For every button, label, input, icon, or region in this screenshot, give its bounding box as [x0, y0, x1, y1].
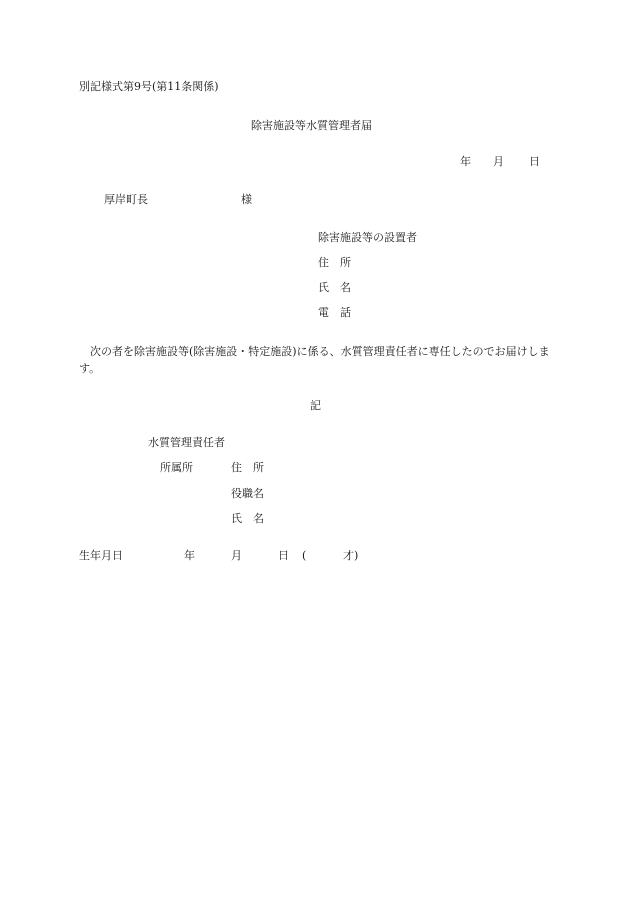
- birth-month: 月: [231, 549, 242, 562]
- manager-name-label: 氏 名: [231, 512, 264, 525]
- date-year: 年: [460, 155, 471, 168]
- installer-name-label: 氏 名: [318, 281, 351, 294]
- installer-phone-label: 電 話: [318, 306, 351, 319]
- birth-age-open: (: [302, 549, 307, 562]
- birth-year: 年: [184, 549, 195, 562]
- manager-position-label: 役職名: [231, 487, 264, 500]
- installer-address-label: 住 所: [318, 256, 351, 269]
- installer-heading: 除害施設等の設置者: [318, 231, 417, 244]
- birth-label: 生年月日: [79, 549, 123, 562]
- document-title: 除害施設等水質管理者届: [251, 119, 372, 132]
- birth-day: 日: [278, 549, 289, 562]
- addressee-name: 厚岸町長: [104, 193, 148, 206]
- date-month: 月: [493, 155, 504, 168]
- ki-heading: 記: [310, 399, 321, 412]
- body-paragraph: 次の者を除害施設等(除害施設・特定施設)に係る、水質管理責任者に専任したのでお届けします。: [79, 345, 550, 375]
- addressee-honorific: 様: [241, 193, 252, 206]
- date-day: 日: [529, 155, 540, 168]
- form-number: 別記様式第9号(第11条関係): [79, 80, 219, 93]
- manager-affiliation-label: 所属所: [160, 461, 193, 474]
- birth-age-unit: 才): [343, 549, 359, 562]
- manager-heading: 水質管理責任者: [148, 436, 225, 449]
- manager-address-label: 住 所: [231, 461, 264, 474]
